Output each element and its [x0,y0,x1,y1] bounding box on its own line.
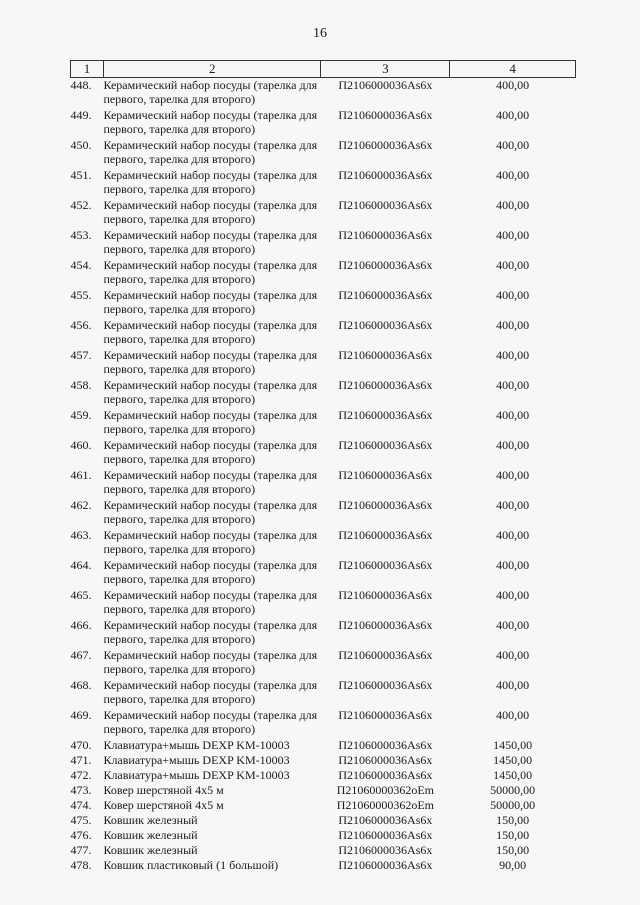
item-price: 400,00 [496,438,530,452]
inventory-code: П2106000036Аs6x [338,468,433,482]
inventory-code: П2106000036Аs6x [338,348,433,362]
item-price: 400,00 [496,648,530,662]
item-price: 50000,00 [490,798,536,812]
page-number: 16 [313,26,327,41]
inventory-code: П2106000036Аs6x [338,318,433,332]
item-name: Керамический набор посуды (тарелка для первого, тарелка для второго) [103,468,318,496]
item-name: Керамический набор посуды (тарелка для первого, тарелка для второго) [103,678,318,706]
inventory-code: П2106000036Аs6x [338,708,433,722]
inventory-code: П2106000036Аs6x [338,558,433,572]
item-price: 400,00 [496,498,530,512]
item-price: 150,00 [496,828,530,842]
row-number: 470. [70,738,92,752]
item-name: Керамический набор посуды (тарелка для первого, тарелка для второго) [103,618,318,646]
row-number: 453. [70,228,92,242]
table-row [71,468,576,498]
item-name: Керамический набор посуды (тарелка для первого, тарелка для второго) [103,138,318,166]
row-number: 474. [70,798,92,812]
row-number: 475. [70,813,92,827]
inventory-code: П2106000036Аs6x [338,813,433,827]
item-name: Керамический набор посуды (тарелка для первого, тарелка для второго) [103,348,318,376]
inventory-code: П2106000036Аs6x [338,108,433,122]
table-row [71,828,576,843]
table-row [71,258,576,288]
item-name: Керамический набор посуды (тарелка для первого, тарелка для второго) [103,708,318,736]
table-row [71,843,576,858]
item-price: 400,00 [496,258,530,272]
table-row [71,618,576,648]
table-body [71,78,576,874]
table-row [71,78,576,109]
inventory-code: П2106000036Аs6x [338,768,433,782]
table-row [71,588,576,618]
item-price: 400,00 [496,318,530,332]
item-name: Керамический набор посуды (тарелка для первого, тарелка для второго) [103,78,318,106]
row-number: 466. [70,618,92,632]
row-number: 463. [70,528,92,542]
column-header-4: 4 [450,61,576,78]
item-price: 400,00 [496,138,530,152]
inventory-code: П2106000036Аs6x [338,738,433,752]
item-price: 400,00 [496,78,530,92]
item-name: Керамический набор посуды (тарелка для первого, тарелка для второго) [103,288,318,316]
table-header [71,61,576,78]
item-price: 150,00 [496,813,530,827]
item-name: Керамический набор посуды (тарелка для первого, тарелка для второго) [103,408,318,436]
table-row [71,753,576,768]
item-name: Керамический набор посуды (тарелка для первого, тарелка для второго) [103,498,318,526]
inventory-code: П2106000036Аs6x [338,138,433,152]
inventory-code: П2106000036Аs6x [338,678,433,692]
inventory-code: П2106000036Аs6x [338,438,433,452]
inventory-code: П2106000036Аs6x [338,498,433,512]
item-price: 50000,00 [490,783,536,797]
row-number: 452. [70,198,92,212]
item-price: 400,00 [496,408,530,422]
inventory-code: П2106000036Аs6x [338,378,433,392]
row-number: 454. [70,258,92,272]
table-row [71,168,576,198]
inventory-table [70,60,576,873]
row-number: 473. [70,783,92,797]
inventory-code: П21060000362оEm [336,783,435,797]
row-number: 455. [70,288,92,302]
item-price: 400,00 [496,108,530,122]
inventory-code: П2106000036Аs6x [338,858,433,872]
inventory-code: П2106000036Аs6x [338,753,433,767]
row-number: 467. [70,648,92,662]
row-number: 477. [70,843,92,857]
row-number: 456. [70,318,92,332]
item-name: Ковшик железный [103,828,198,842]
inventory-code: П2106000036Аs6x [338,288,433,302]
item-name: Клавиатура+мышь DEXP KM-10003 [103,753,290,767]
row-number: 448. [70,78,92,92]
row-number: 457. [70,348,92,362]
inventory-code: П2106000036Аs6x [338,648,433,662]
item-name: Ковшик железный [103,813,198,827]
item-price: 400,00 [496,468,530,482]
inventory-code: П2106000036Аs6x [338,198,433,212]
inventory-code: П2106000036Аs6x [338,843,433,857]
column-header-3: 3 [321,61,450,78]
table-row [71,318,576,348]
table-row [71,228,576,258]
table-row [71,138,576,168]
item-name: Керамический набор посуды (тарелка для первого, тарелка для второго) [103,378,318,406]
table-row [71,288,576,318]
row-number: 459. [70,408,92,422]
item-price: 400,00 [496,528,530,542]
table-row [71,768,576,783]
item-price: 1450,00 [493,738,533,752]
item-name: Керамический набор посуды (тарелка для первого, тарелка для второго) [103,108,318,136]
row-number: 469. [70,708,92,722]
item-name: Керамический набор посуды (тарелка для первого, тарелка для второго) [103,558,318,586]
table-row [71,438,576,468]
table-row [71,798,576,813]
inventory-code: П2106000036Аs6x [338,258,433,272]
row-number: 464. [70,558,92,572]
item-price: 400,00 [496,348,530,362]
item-name: Керамический набор посуды (тарелка для первого, тарелка для второго) [103,198,318,226]
item-name: Керамический набор посуды (тарелка для первого, тарелка для второго) [103,228,318,256]
table-row [71,558,576,588]
row-number: 450. [70,138,92,152]
table-row [71,498,576,528]
inventory-code: П2106000036Аs6x [338,618,433,632]
inventory-code: П21060000362оEm [336,798,435,812]
inventory-code: П2106000036Аs6x [338,828,433,842]
inventory-code: П2106000036Аs6x [338,408,433,422]
item-name: Ковер шерстяной 4х5 м [103,798,224,812]
table-row [71,108,576,138]
item-name: Керамический набор посуды (тарелка для первого, тарелка для второго) [103,318,318,346]
inventory-code: П2106000036Аs6x [338,168,433,182]
row-number: 468. [70,678,92,692]
item-name: Керамический набор посуды (тарелка для первого, тарелка для второго) [103,438,318,466]
item-price: 150,00 [496,843,530,857]
item-name: Клавиатура+мышь DEXP KM-10003 [103,768,290,782]
item-price: 400,00 [496,618,530,632]
inventory-code: П2106000036Аs6x [338,78,433,92]
column-header-2: 2 [103,61,321,78]
row-number: 460. [70,438,92,452]
item-price: 400,00 [496,678,530,692]
row-number: 476. [70,828,92,842]
row-number: 451. [70,168,92,182]
table-row [71,408,576,438]
row-number: 471. [70,753,92,767]
item-price: 400,00 [496,168,530,182]
item-name: Керамический набор посуды (тарелка для первого, тарелка для второго) [103,648,318,676]
table-row [71,678,576,708]
column-header-1: 1 [71,61,104,78]
table-row [71,738,576,753]
row-number: 465. [70,588,92,602]
item-price: 400,00 [496,558,530,572]
item-name: Керамический набор посуды (тарелка для первого, тарелка для второго) [103,258,318,286]
item-name: Ковер шерстяной 4х5 м [103,783,224,797]
row-number: 478. [70,858,92,872]
table-row [71,858,576,873]
table-row [71,198,576,228]
table-row [71,813,576,828]
inventory-code: П2106000036Аs6x [338,588,433,602]
item-price: 1450,00 [493,753,533,767]
item-name: Керамический набор посуды (тарелка для первого, тарелка для второго) [103,168,318,196]
row-number: 472. [70,768,92,782]
item-price: 400,00 [496,378,530,392]
row-number: 461. [70,468,92,482]
table-row [71,648,576,678]
item-price: 400,00 [496,288,530,302]
item-price: 90,00 [499,858,527,872]
row-number: 449. [70,108,92,122]
item-price: 400,00 [496,708,530,722]
item-price: 400,00 [496,228,530,242]
item-name: Керамический набор посуды (тарелка для первого, тарелка для второго) [103,528,318,556]
table-row [71,378,576,408]
row-number: 458. [70,378,92,392]
row-number: 462. [70,498,92,512]
item-price: 400,00 [496,198,530,212]
table-row [71,783,576,798]
item-name: Ковшик пластиковый (1 большой) [103,858,279,872]
table-row [71,708,576,738]
item-price: 400,00 [496,588,530,602]
item-name: Ковшик железный [103,843,198,857]
item-name: Керамический набор посуды (тарелка для первого, тарелка для второго) [103,588,318,616]
table-row [71,348,576,378]
table-row [71,528,576,558]
item-price: 1450,00 [493,768,533,782]
item-name: Клавиатура+мышь DEXP KM-10003 [103,738,290,752]
inventory-code: П2106000036Аs6x [338,528,433,542]
inventory-code: П2106000036Аs6x [338,228,433,242]
